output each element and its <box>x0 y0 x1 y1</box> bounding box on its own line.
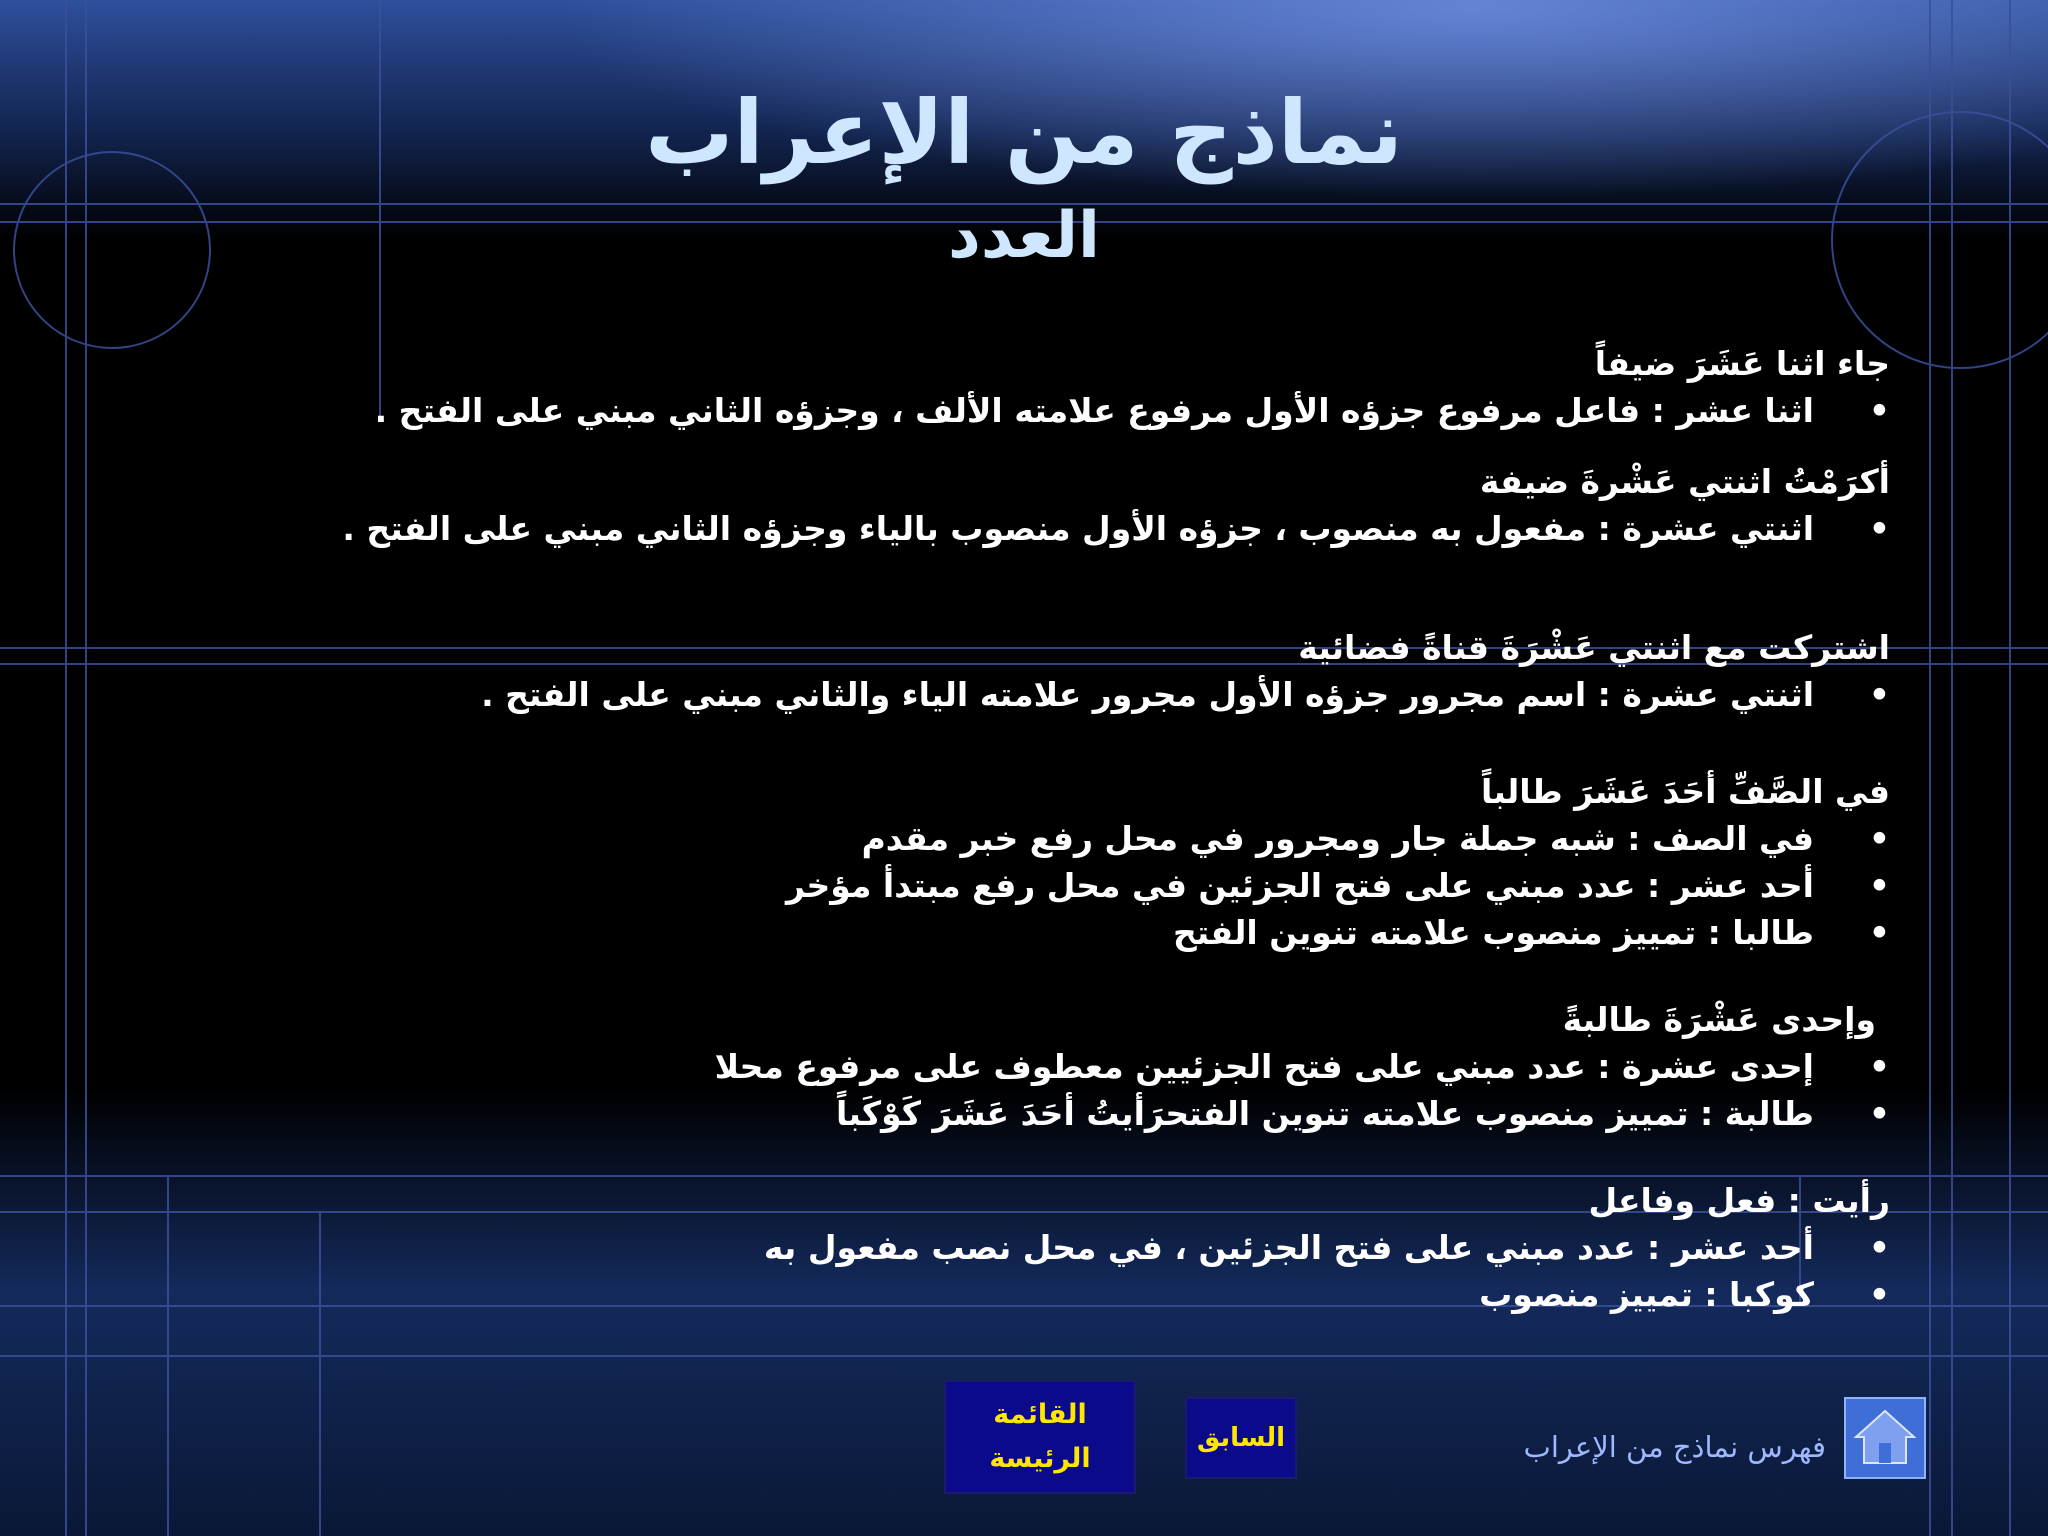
example-sentence: رأيت : فعل وفاعل <box>1588 1181 1890 1220</box>
list-item: • طالبا : تمييز منصوب علامته تنوين الفتح <box>1173 913 1890 952</box>
home-icon <box>1846 1399 1924 1477</box>
slide-title: نماذج من الإعراب <box>645 81 1403 184</box>
example-sentence: أكرَمْتُ اثنتي عَشْرةَ ضيفة <box>1479 462 1890 501</box>
example-sentence: في الصَّفِّ أحَدَ عَشَرَ طالباً <box>1480 772 1890 811</box>
list-item: • اثنتي عشرة : مفعول به منصوب ، جزؤه الأول منصوب بالياء وجزؤه الثاني مبني على الفتح . <box>342 509 1890 548</box>
list-item: • في الصف : شبه جملة جار ومجرور في محل رفع خبر مقدم <box>861 819 1890 858</box>
example-group <box>130 624 1890 718</box>
example-sentence: وإحدى عَشْرَةَ طالبةً <box>1562 1000 1876 1039</box>
example-group <box>130 458 1890 552</box>
example-sentence: جاء اثنا عَشَرَ ضيفاً <box>1594 344 1890 383</box>
slide-content <box>130 340 1890 1318</box>
example-group <box>130 996 1890 1137</box>
index-link[interactable]: فهرس نماذج من الإعراب <box>1523 1430 1826 1464</box>
home-button[interactable] <box>1844 1397 1926 1479</box>
example-group <box>130 768 1890 956</box>
example-group <box>130 1177 1890 1318</box>
previous-button[interactable] <box>1185 1397 1297 1479</box>
list-item: • اثنتي عشرة : اسم مجرور جزؤه الأول مجرور علامته الياء والثاني مبني على الفتح . <box>481 675 1890 714</box>
list-item: • كوكبا : تمييز منصوب <box>1479 1275 1890 1314</box>
previous-button-label: السابق <box>1196 1423 1286 1453</box>
list-item: • طالبة : تمييز منصوب علامته تنوين الفتحرَأيتُ أحَدَ عَشَرَ كَوْكَباً <box>836 1094 1890 1133</box>
list-item: • إحدى عشرة : عدد مبني على فتح الجزئيين معطوف على مرفوع محلا <box>714 1047 1890 1086</box>
list-item: • أحد عشر : عدد مبني على فتح الجزئين في محل رفع مبتدأ مؤخر <box>786 866 1890 905</box>
main-menu-button[interactable] <box>944 1380 1136 1494</box>
list-item: • أحد عشر : عدد مبني على فتح الجزئين ، في محل نصب مفعول به <box>763 1228 1890 1267</box>
main-menu-label-line2: الرئيسة <box>989 1443 1091 1474</box>
example-sentence: اشتركت مع اثنتي عَشْرَةَ قناةً فضائية <box>1298 628 1890 667</box>
main-menu-label-line1: القائمة <box>993 1399 1087 1430</box>
list-item: • اثنا عشر : فاعل مرفوع جزؤه الأول مرفوع علامته الألف ، وجزؤه الثاني مبني على الفتح . <box>374 391 1890 430</box>
example-group <box>130 340 1890 434</box>
slide-subtitle: العدد <box>948 199 1100 273</box>
